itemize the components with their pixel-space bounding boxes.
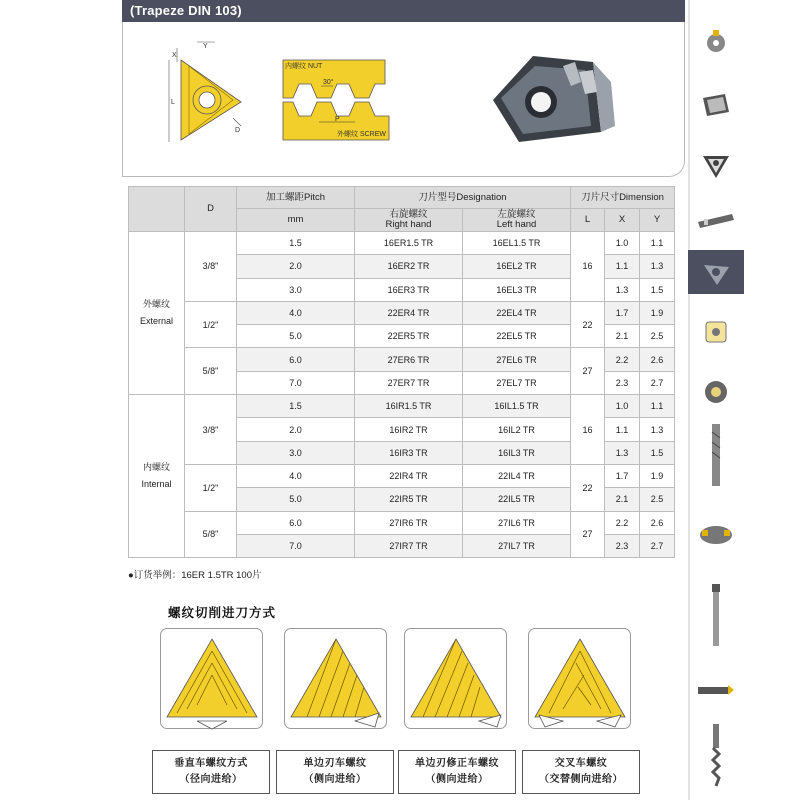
right-hand-cell: 16ER1.5 TR [355,232,463,255]
y-cell: 2.7 [640,371,675,394]
section-title: (Trapeze DIN 103) [130,3,242,18]
y-cell: 1.3 [640,418,675,441]
dim-d-label: D [235,127,241,134]
drill-icon[interactable] [688,720,744,790]
spec-table [128,186,675,558]
y-cell: 1.3 [640,255,675,278]
thread-profile-drawing [283,60,389,140]
flank-feed-card [284,628,387,729]
header-d: D [185,187,237,232]
header-left-hand: 左旋螺纹 Left hand [463,209,571,232]
table-row [129,301,675,324]
d-cell: 5/8" [185,348,237,395]
header-dimension: 刀片尺寸Dimension [571,187,675,209]
d-cell: 5/8" [185,511,237,558]
pitch-cell: 2.0 [237,255,355,278]
right-hand-cell: 16ER3 TR [355,278,463,301]
radial-feed-card [160,628,263,729]
insert-dimension-drawing [169,42,241,142]
diagram-drawings [123,22,686,177]
face-mill-icon[interactable] [688,510,744,560]
turning-holder-icon[interactable] [688,670,744,710]
grooving-insert-icon[interactable] [688,200,744,240]
l-cell: 22 [571,301,605,348]
x-cell: 2.1 [605,488,640,511]
x-cell: 1.1 [605,255,640,278]
left-hand-cell: 16IL3 TR [463,441,571,464]
pitch-cell: 5.0 [237,325,355,348]
nut-label: 内螺纹 NUT [285,63,323,70]
right-hand-cell: 16IR3 TR [355,441,463,464]
left-hand-cell: 16EL1.5 TR [463,232,571,255]
right-hand-cell: 27IR7 TR [355,534,463,557]
left-hand-cell: 27EL6 TR [463,348,571,371]
y-cell: 1.1 [640,232,675,255]
x-cell: 2.3 [605,371,640,394]
alternating-feed-card [528,628,631,729]
right-hand-cell: 27ER6 TR [355,348,463,371]
x-cell: 2.1 [605,325,640,348]
threading-insert-icon[interactable] [688,250,744,294]
angle-label: 30° [323,79,334,86]
boring-bar-icon[interactable] [688,580,744,650]
right-hand-cell: 27ER7 TR [355,371,463,394]
order-example-note: ●订货举例：16ER 1.5TR 100片 [128,570,262,581]
round-hole-insert-icon[interactable] [688,370,744,414]
left-hand-cell: 27IL7 TR [463,534,571,557]
screw-label: 外螺纹 SCREW [337,131,386,138]
insert-photo [493,56,615,142]
dim-y-label: Y [203,43,208,50]
internal-type-cell: 内螺纹 Internal [129,395,185,558]
header-l: L [571,209,605,232]
x-cell: 2.3 [605,534,640,557]
header-designation: 刀片型号Designation [355,187,571,209]
d-cell: 3/8" [185,232,237,302]
pitch-label: P [335,116,340,123]
right-hand-cell: 16ER2 TR [355,255,463,278]
pitch-cell: 4.0 [237,301,355,324]
header-pitch-unit: mm [237,209,355,232]
flank-feed-label: 单边刃车螺纹 （侧向进给） [276,750,394,794]
y-cell: 1.5 [640,278,675,301]
y-cell: 2.5 [640,488,675,511]
left-hand-cell: 22IL4 TR [463,464,571,487]
category-sidebar [688,0,744,800]
x-cell: 1.3 [605,278,640,301]
left-hand-cell: 16IL2 TR [463,418,571,441]
header-y: Y [640,209,675,232]
table-row [129,395,675,418]
x-cell: 1.0 [605,395,640,418]
x-cell: 1.0 [605,232,640,255]
left-hand-cell: 22EL4 TR [463,301,571,324]
pitch-cell: 6.0 [237,511,355,534]
alternating-feed-label: 交叉车螺纹 （交替侧向进给） [522,750,640,794]
right-hand-cell: 16IR2 TR [355,418,463,441]
right-hand-cell: 27IR6 TR [355,511,463,534]
square-insert-icon[interactable] [688,80,744,130]
table-row [129,348,675,371]
diagram-panel [122,22,685,177]
d-cell: 1/2" [185,464,237,511]
y-cell: 1.9 [640,301,675,324]
pitch-cell: 1.5 [237,232,355,255]
pitch-cell: 7.0 [237,371,355,394]
left-hand-cell: 27IL6 TR [463,511,571,534]
y-cell: 1.1 [640,395,675,418]
x-cell: 1.1 [605,418,640,441]
d-cell: 1/2" [185,301,237,348]
radial-feed-label: 垂直车螺纹方式 （径向进给） [152,750,270,794]
l-cell: 27 [571,348,605,395]
left-hand-cell: 22EL5 TR [463,325,571,348]
pitch-cell: 3.0 [237,441,355,464]
l-cell: 22 [571,464,605,511]
left-hand-cell: 16EL3 TR [463,278,571,301]
table-row [129,511,675,534]
x-cell: 1.3 [605,441,640,464]
right-hand-cell: 22ER5 TR [355,325,463,348]
left-hand-cell: 22IL5 TR [463,488,571,511]
x-cell: 1.7 [605,464,640,487]
x-cell: 2.2 [605,348,640,371]
right-hand-cell: 22IR5 TR [355,488,463,511]
dim-x-label: X [172,52,177,59]
y-cell: 1.5 [640,441,675,464]
end-mill-icon[interactable] [688,420,744,490]
right-hand-cell: 22ER4 TR [355,301,463,324]
header-pitch: 加工螺距Pitch [237,187,355,209]
modified-flank-feed-label: 单边刃修正车螺纹 （侧向进给） [398,750,516,794]
left-hand-cell: 16EL2 TR [463,255,571,278]
pitch-cell: 7.0 [237,534,355,557]
pitch-cell: 3.0 [237,278,355,301]
modified-flank-feed-card [404,628,507,729]
pitch-cell: 4.0 [237,464,355,487]
y-cell: 1.9 [640,464,675,487]
y-cell: 2.6 [640,511,675,534]
feed-methods-title: 螺纹切削进刀方式 [168,606,277,620]
l-cell: 16 [571,232,605,302]
pitch-cell: 6.0 [237,348,355,371]
dim-l-label: L [171,99,175,106]
pitch-cell: 1.5 [237,395,355,418]
header-right-hand: 右旋螺纹 Right hand [355,209,463,232]
l-cell: 27 [571,511,605,558]
header-type-cell [129,187,185,232]
triangle-insert-icon[interactable] [688,140,744,190]
x-cell: 1.7 [605,301,640,324]
l-cell: 16 [571,395,605,465]
d-cell: 3/8" [185,395,237,465]
pitch-cell: 5.0 [237,488,355,511]
right-hand-cell: 16IR1.5 TR [355,395,463,418]
table-row [129,232,675,255]
pitch-cell: 2.0 [237,418,355,441]
table-row [129,464,675,487]
y-cell: 2.6 [640,348,675,371]
left-hand-cell: 27EL7 TR [463,371,571,394]
right-hand-cell: 22IR4 TR [355,464,463,487]
x-cell: 2.2 [605,511,640,534]
y-cell: 2.5 [640,325,675,348]
header-x: X [605,209,640,232]
round-insert-icon[interactable] [688,310,744,354]
milling-cutter-icon[interactable] [688,18,744,68]
y-cell: 2.7 [640,534,675,557]
external-type-cell: 外螺纹 External [129,232,185,395]
left-hand-cell: 16IL1.5 TR [463,395,571,418]
